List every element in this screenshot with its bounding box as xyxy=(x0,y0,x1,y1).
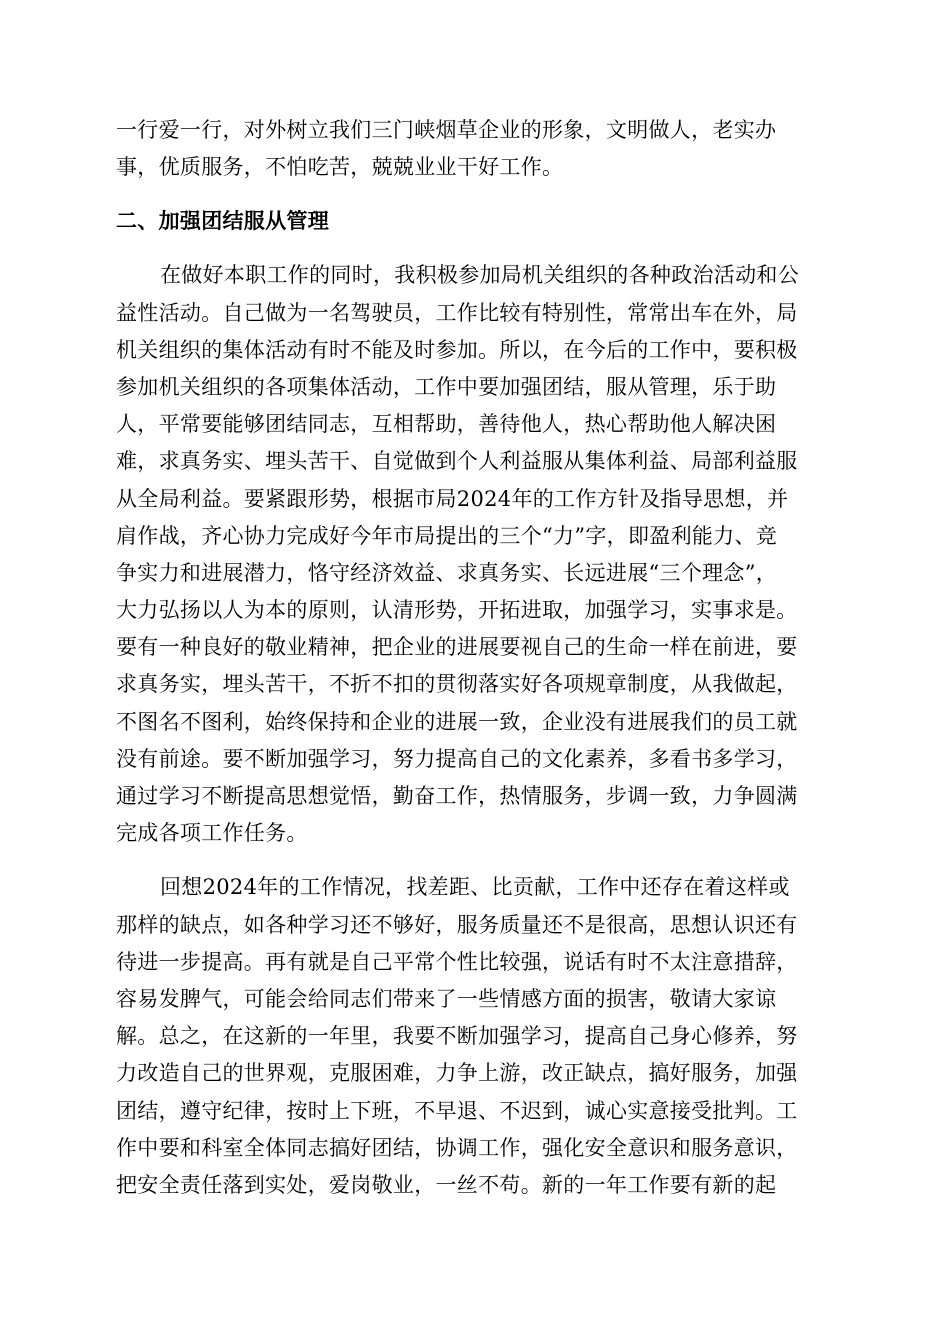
paragraph-line: 不图名不图利，始终保持和企业的进展一致，企业没有进展我们的员工就 xyxy=(116,709,798,734)
paragraph-line: 那样的缺点，如各种学习还不够好，服务质量还不是很高，思想认识还有 xyxy=(116,912,798,937)
paragraph-line: 人，平常要能够团结同志，互相帮助，善待他人，热心帮助他人解决困 xyxy=(116,412,777,437)
paragraph-line: 团结，遵守纪律，按时上下班，不早退、不迟到，诚心实意接受批判。工 xyxy=(116,1098,798,1123)
paragraph-line: 机关组织的集体活动有时不能及时参加。所以，在今后的工作中，要积极 xyxy=(116,337,798,362)
paragraph-line: 肩作战，齐心协力完成好今年市局提出的三个“力”字，即盈利能力、竞 xyxy=(116,523,778,548)
paragraph-line: 益性活动。自己做为一名驾驶员，工作比较有特别性，常常出车在外，局 xyxy=(116,300,798,325)
paragraph-line: 求真务实，埋头苦干，不折不扣的贯彻落实好各项规章制度，从我做起， xyxy=(116,672,798,697)
paragraph-line: 没有前途。要不断加强学习，努力提高自己的文化素养，多看书多学习， xyxy=(116,746,798,771)
paragraph-line: 一行爱一行，对外树立我们三门峡烟草企业的形象，文明做人，老实办 xyxy=(116,118,777,142)
document-body xyxy=(116,112,832,1204)
paragraph-line: 大力弘扬以人为本的原则，认清形势，开拓进取，加强学习，实事求是。 xyxy=(116,598,798,623)
paragraph-line: 解。总之，在这新的一年里，我要不断加强学习，提高自己身心修养，努 xyxy=(116,1024,798,1049)
paragraph-line: 事，优质服务，不怕吃苦，兢兢业业干好工作。 xyxy=(116,155,564,180)
paragraph-line: 难，求真务实、埋头苦干、自觉做到个人利益服从集体利益、局部利益服 xyxy=(116,449,798,474)
paragraph-line: 参加机关组织的各项集体活动，工作中要加强团结，服从管理，乐于助 xyxy=(116,374,777,399)
paragraph-line: 从全局利益。要紧跟形势，根据市局2024年的工作方针及指导思想，并 xyxy=(116,486,789,511)
paragraph-line: 在做好本职工作的同时，我积极参加局机关组织的各种政治活动和公 xyxy=(160,263,799,288)
paragraph-line: 通过学习不断提高思想觉悟，勤奋工作，热情服务，步调一致，力争圆满 xyxy=(116,784,798,808)
paragraph-line: 待进一步提高。再有就是自己平常个性比较强，说话有时不太注意措辞， xyxy=(116,949,798,974)
section-heading: 二、加强团结服从管理 xyxy=(116,209,329,234)
paragraph-unity xyxy=(116,257,832,852)
paragraph-line: 作中要和科室全体同志搞好团结，协调工作，强化安全意识和服务意识， xyxy=(116,1135,798,1160)
paragraph-line: 回想2024年的工作情况，找差距、比贡献，工作中还存在着这样或 xyxy=(160,875,790,900)
paragraph-line: 完成各项工作任务。 xyxy=(116,821,308,846)
paragraph-line: 争实力和进展潜力，恪守经济效益、求真务实、长远进展“三个理念”， xyxy=(116,560,778,585)
paragraph-continuation xyxy=(116,112,832,186)
paragraph-reflection xyxy=(116,869,832,1204)
paragraph-line: 力改造自己的世界观，克服困难，力争上游，改正缺点，搞好服务，加强 xyxy=(116,1061,798,1086)
paragraph-line: 要有一种良好的敬业精神，把企业的进展要视自己的生命一样在前进，要 xyxy=(116,635,798,660)
paragraph-line: 把安全责任落到实处，爱岗敬业，一丝不苟。新的一年工作要有新的起 xyxy=(116,1172,777,1197)
paragraph-line: 容易发脾气，可能会给同志们带来了一些情感方面的损害，敬请大家谅 xyxy=(116,986,777,1011)
